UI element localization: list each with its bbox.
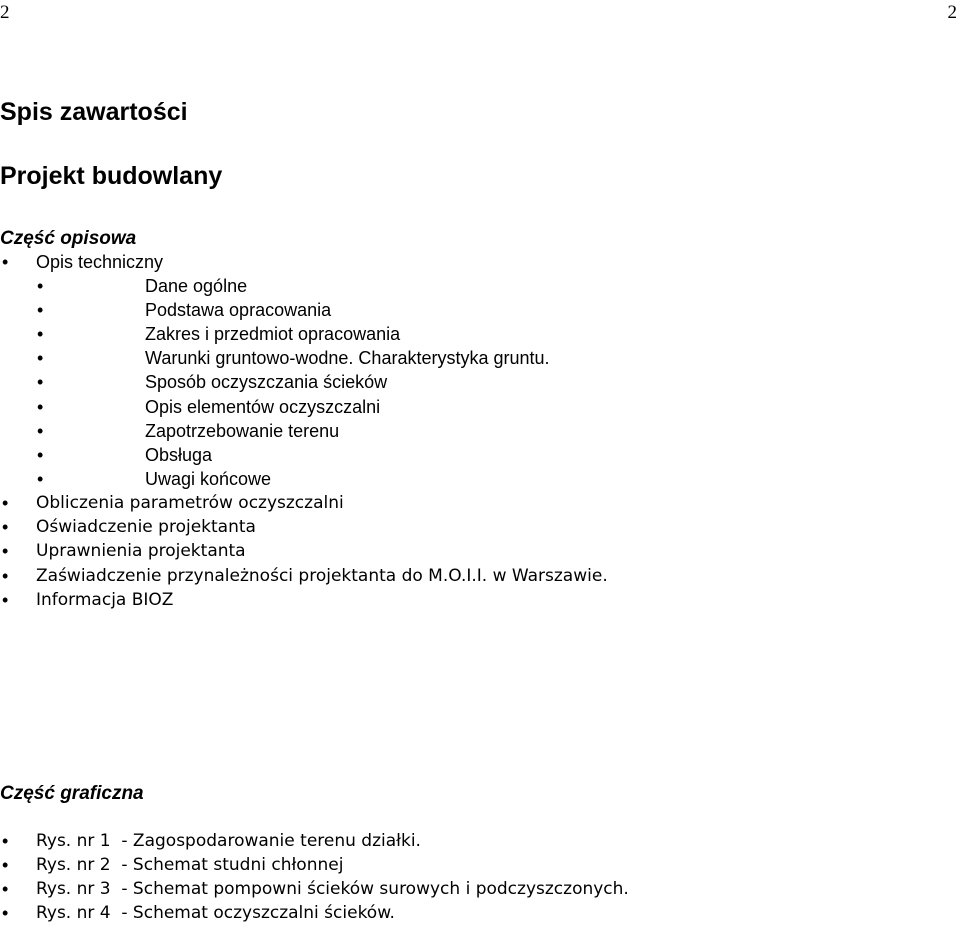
bullet-icon: • <box>2 879 9 899</box>
list-item <box>0 878 960 901</box>
bullet-icon: • <box>37 421 44 441</box>
list-item-text: Zakres i przedmiot opracowania <box>145 324 401 344</box>
list-item-text: Warunki gruntowo-wodne. Charakterystyka gruntu. <box>145 348 550 368</box>
list-item-text: Rys. nr 4 - Schemat oczyszczalni ścieków. <box>36 903 395 923</box>
bullet-icon: • <box>2 855 9 875</box>
bullet-icon: • <box>37 324 44 344</box>
list-item <box>0 516 960 539</box>
list-item-text: Obliczenia parametrów oczyszczalni <box>36 493 344 513</box>
list-item-text: Zapotrzebowanie terenu <box>145 421 340 441</box>
list-item <box>0 589 960 612</box>
bullet-icon: • <box>37 276 44 296</box>
list-item-text: Uprawnienia projektanta <box>36 541 246 561</box>
bullet-icon: • <box>2 252 9 272</box>
list-item-text: Rys. nr 3 - Schemat pompowni ścieków surowych i podczyszczonych. <box>36 879 629 899</box>
list-item-text: Dane ogólne <box>145 276 248 296</box>
bullet-icon: • <box>37 397 44 417</box>
bullet-icon: • <box>2 903 9 923</box>
list-item-text: Opis elementów oczyszczalni <box>145 397 381 417</box>
list-item <box>0 371 960 394</box>
bullet-icon: • <box>2 590 9 610</box>
list-item-text: Opis techniczny <box>36 252 164 272</box>
list-item <box>0 299 960 322</box>
section-graphic-title: Część graficzna <box>0 783 144 804</box>
bullet-icon: • <box>2 541 9 561</box>
page-number-right: 2 <box>947 2 957 23</box>
list-item <box>0 830 960 853</box>
subheading: Projekt budowlany <box>0 162 223 190</box>
list-item-text: Obsługa <box>145 445 213 465</box>
list-item <box>0 396 960 419</box>
list-item <box>0 540 960 563</box>
heading: Spis zawartości <box>0 98 188 126</box>
list-item <box>0 854 960 877</box>
list-item <box>0 565 960 588</box>
list-item <box>0 275 960 298</box>
bullet-icon: • <box>2 517 9 537</box>
bullet-icon: • <box>2 493 9 513</box>
list-item <box>0 444 960 467</box>
list-item-text: Oświadczenie projektanta <box>36 517 256 537</box>
list-item-text: Zaświadczenie przynależności projektanta do M.O.I.I. w Warszawie. <box>36 566 608 586</box>
bullet-icon: • <box>37 300 44 320</box>
list-item <box>0 323 960 346</box>
bullet-icon: • <box>37 469 44 489</box>
bullet-icon: • <box>37 348 44 368</box>
list-item <box>0 902 960 925</box>
bullet-icon: • <box>2 831 9 851</box>
list-item-text: Uwagi końcowe <box>145 469 272 489</box>
list-item-text: Rys. nr 2 - Schemat studni chłonnej <box>36 855 344 875</box>
bullet-icon: • <box>37 445 44 465</box>
list-item-text: Sposób oczyszczania ścieków <box>145 372 388 392</box>
bullet-icon: • <box>2 566 9 586</box>
list-item <box>0 492 960 515</box>
list-item <box>0 251 960 274</box>
page-number-left: 2 <box>0 2 10 23</box>
list-item <box>0 468 960 491</box>
list-item-text: Rys. nr 1 - Zagospodarowanie terenu działki. <box>36 831 421 851</box>
bullet-icon: • <box>37 372 44 392</box>
list-item-text: Podstawa opracowania <box>145 300 332 320</box>
list-item-text: Informacja BIOZ <box>36 590 174 610</box>
list-item <box>0 420 960 443</box>
list-item <box>0 347 960 370</box>
section-descriptive-title: Część opisowa <box>0 228 137 249</box>
